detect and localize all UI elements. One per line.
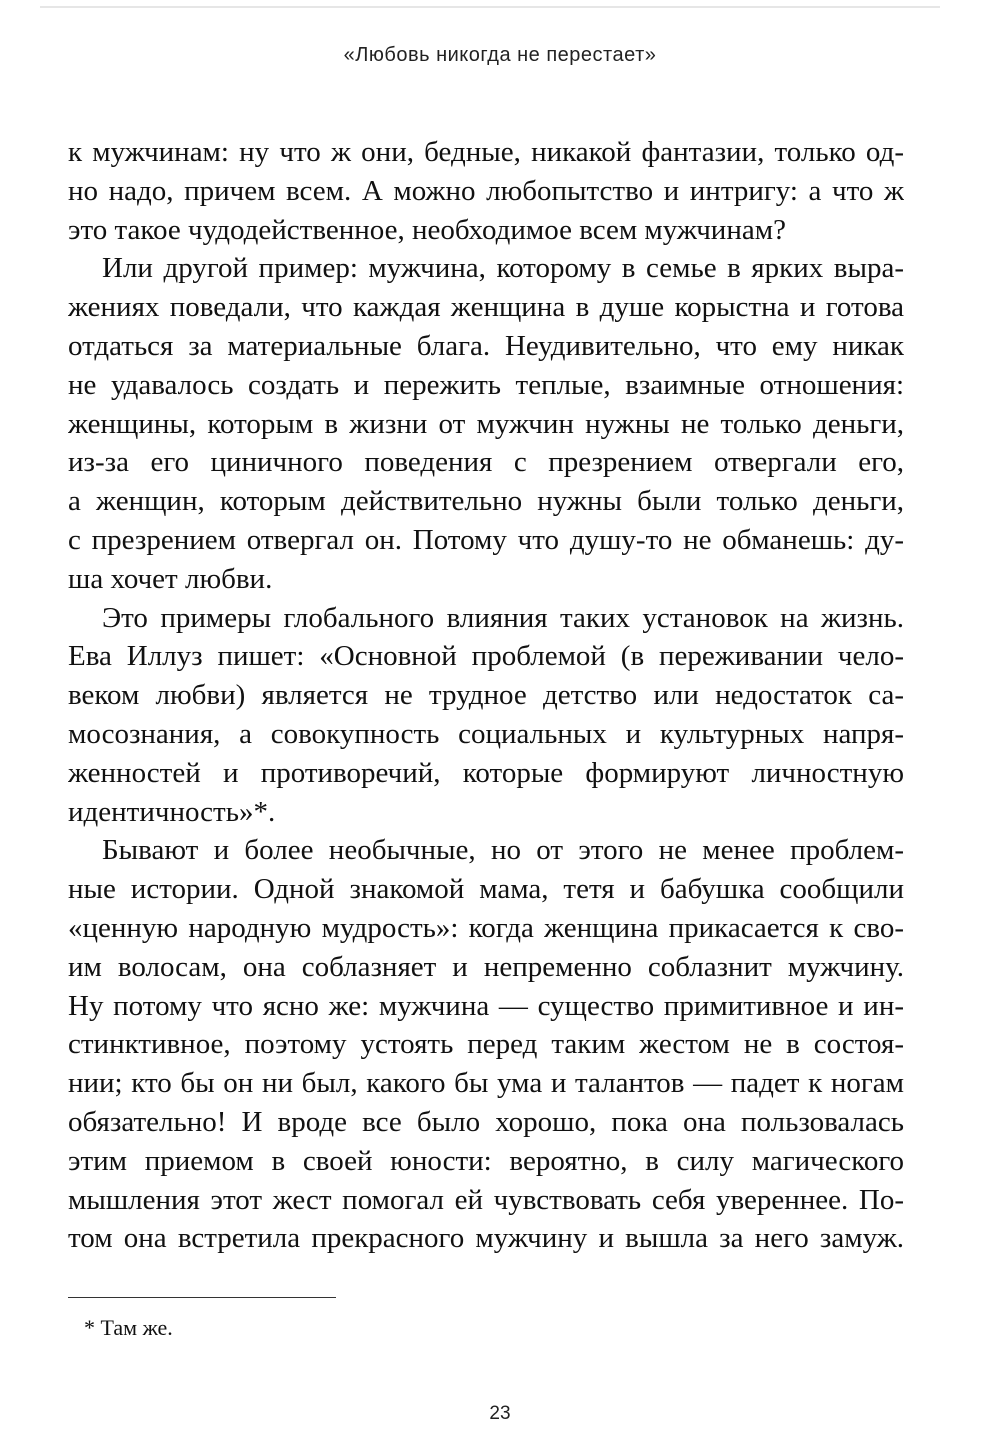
footnote: * Там же. — [84, 1315, 173, 1340]
text-line: это такое чудодейственное, необходимое всем мужчинам? — [68, 213, 786, 246]
text-line: стинктивное, поэтому устоять перед таким жестом не в состоя- — [68, 1028, 904, 1061]
text-line: Это примеры глобального влияния таких установок на жизнь. — [102, 601, 904, 634]
text-line: женностей и противоречий, которые формируют личностную — [68, 756, 904, 789]
text-line: нии; кто бы он ни был, какого бы ума и талантов — падет к ногам — [68, 1067, 904, 1100]
text-line: идентичность»*. — [68, 795, 276, 828]
text-line: «ценную народную мудрость»: когда женщина прикасается к сво- — [68, 911, 904, 944]
text-line: Ну потому что ясно же: мужчина — существо примитивное и ин- — [68, 989, 904, 1022]
text-line: ша хочет любви. — [68, 562, 273, 595]
text-line: не удавалось создать и пережить теплые, взаимные отношения: — [68, 368, 904, 401]
text-line: а женщин, которым действительно нужны были только деньги, — [68, 485, 904, 518]
text-line: том она встретила прекрасного мужчину и вышла за него замуж. — [68, 1222, 904, 1255]
text-line: к мужчинам: ну что ж они, бедные, никакой фантазии, только од- — [68, 136, 904, 168]
footnote-divider — [68, 1297, 336, 1298]
body-text — [68, 133, 904, 1258]
text-line: Бывают и более необычные, но от этого не менее проблем- — [102, 834, 904, 867]
text-line: Или другой пример: мужчина, которому в семье в ярких выра- — [102, 252, 904, 285]
text-line: отдаться за материальные блага. Неудивительно, что ему никак — [68, 329, 904, 362]
text-line: ные истории. Одной знакомой мама, тетя и бабушка сообщили — [68, 873, 904, 906]
text-line: Ева Иллуз пишет: «Основной проблемой (в переживании чело- — [68, 640, 904, 673]
text-line: с презрением отвергал он. Потому что душу-то не обманешь: ду- — [68, 523, 904, 556]
text-line: из-за его циничного поведения с презрением отвергали его, — [68, 446, 904, 479]
page-number: 23 — [489, 1403, 511, 1424]
text-line: жениях поведали, что каждая женщина в душе корыстна и готова — [68, 291, 904, 324]
text-line: этим приемом в своей юности: вероятно, в силу магического — [68, 1144, 904, 1177]
text-line: но надо, причем всем. А можно любопытство и интригу: а что ж — [68, 174, 904, 207]
text-line: обязательно! И вроде все было хорошо, пока она пользовалась — [68, 1105, 904, 1138]
text-line: веком любви) является не трудное детство или недостаток са- — [68, 679, 904, 712]
scan-edge-line — [40, 6, 940, 8]
text-line: мышления этот жест помогал ей чувствовать себя увереннее. По- — [68, 1183, 904, 1216]
text-line: мосознания, а совокупность социальных и культурных напря- — [68, 717, 904, 750]
text-line: им волосам, она соблазняет и непременно соблазнит мужчину. — [68, 950, 904, 983]
text-line: женщины, которым в жизни от мужчин нужны не только деньги, — [68, 407, 904, 440]
running-head: «Любовь никогда не перестает» — [343, 44, 657, 66]
